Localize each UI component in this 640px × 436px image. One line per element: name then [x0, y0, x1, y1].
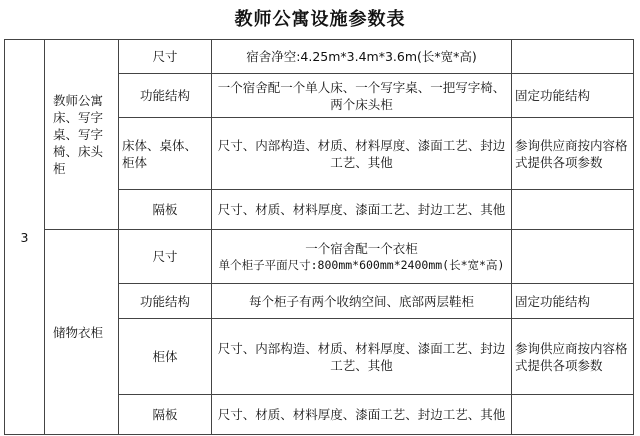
note-cell: [512, 230, 634, 284]
item-cell: 尺寸: [119, 230, 212, 284]
item-cell: 功能结构: [119, 284, 212, 319]
spec-line: 单个柜子平面尺寸:800mm*600mm*2400mm(长*宽*高): [218, 257, 505, 272]
note-cell: 固定功能结构: [512, 284, 634, 319]
spec-table: [4, 39, 634, 435]
note-cell: 固定功能结构: [512, 74, 634, 118]
spec-cell: 尺寸、材质、材料厚度、漆面工艺、封边工艺、其他: [212, 190, 512, 230]
note-cell: [512, 190, 634, 230]
note-cell: 参询供应商按内容格式提供各项参数: [512, 319, 634, 395]
spec-cell: 宿舍净空:4.25m*3.4m*3.6m(长*宽*高): [212, 40, 512, 74]
spec-line: 一个宿舍配一个衣柜: [305, 240, 418, 256]
note-cell: 参询供应商按内容格式提供各项参数: [512, 118, 634, 190]
item-cell: 隔板: [119, 190, 212, 230]
row-number-cell: 3: [5, 40, 45, 435]
item-cell: 床体、桌体、柜体: [119, 118, 212, 190]
spec-cell: 尺寸、内部构造、材质、材料厚度、漆面工艺、封边工艺、其他: [212, 319, 512, 395]
note-cell: [512, 40, 634, 74]
spec-cell: 一个宿舍配一个单人床、一个写字桌、一把写字椅、两个床头柜: [212, 74, 512, 118]
item-cell: 柜体: [119, 319, 212, 395]
table-row: [5, 40, 634, 74]
item-cell: 尺寸: [119, 40, 212, 74]
note-cell: [512, 395, 634, 435]
furniture-name-cell: 储物衣柜: [45, 230, 119, 435]
page-title: 教师公寓设施参数表: [234, 9, 406, 30]
item-cell: 功能结构: [119, 74, 212, 118]
item-cell: 隔板: [119, 395, 212, 435]
spec-cell: 尺寸、材质、材料厚度、漆面工艺、封边工艺、其他: [212, 395, 512, 435]
spec-cell: 每个柜子有两个收纳空间、底部两层鞋柜: [212, 284, 512, 319]
spec-cell: 尺寸、内部构造、材质、材料厚度、漆面工艺、封边工艺、其他: [212, 118, 512, 190]
table-row: [5, 230, 634, 284]
furniture-name-cell: 教师公寓床、写字桌、写字椅、床头柜: [45, 40, 119, 230]
spec-cell: [212, 230, 512, 284]
